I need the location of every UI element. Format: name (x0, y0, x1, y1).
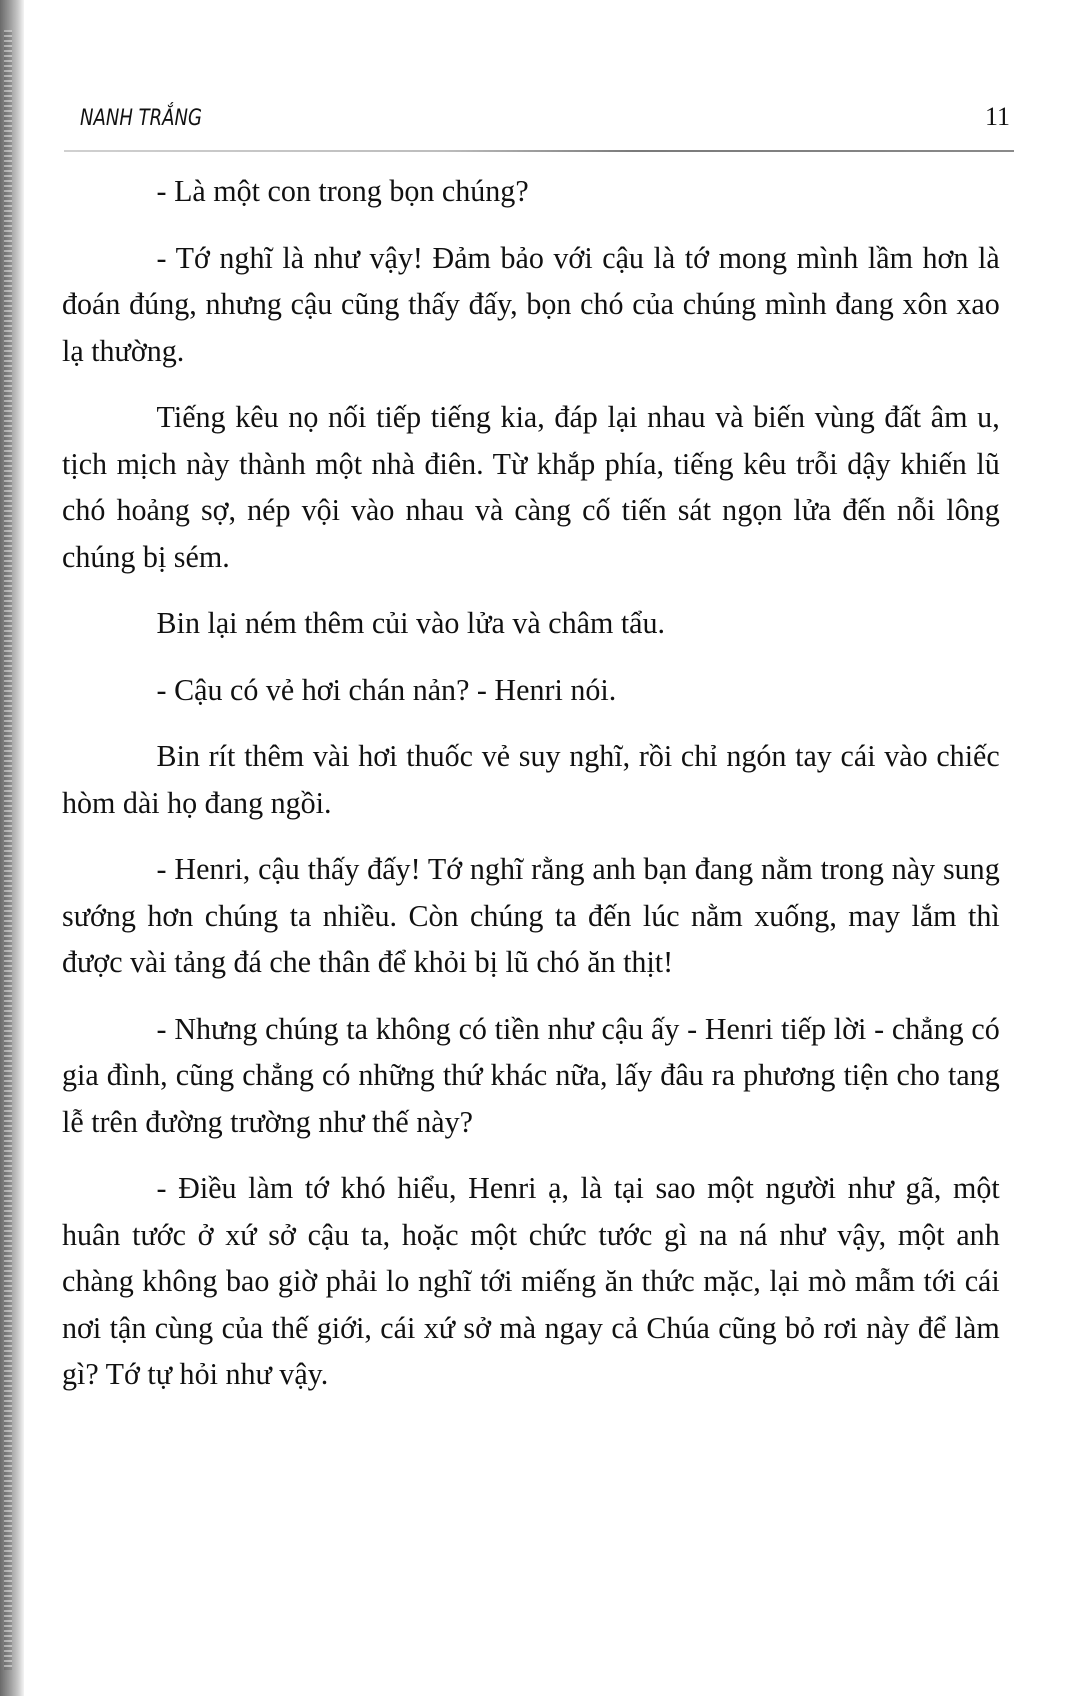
paragraph: - Cậu có vẻ hơi chán nản? - Henri nói. (156, 672, 617, 707)
book-spine-shadow (0, 0, 24, 1696)
paragraph: Bin lại ném thêm củi vào lửa và châm tẩu. (156, 606, 666, 640)
paragraph: - Tớ nghĩ là như vậy! Đảm bảo với cậu là tớ mong mình lầm hơn là đoán đúng, nhưng cậu cũng thấy đấy, bọn chó của chúng mình đang xôn xao lạ thường. (62, 240, 1000, 368)
paragraph: - Henri, cậu thấy đấy! Tớ nghĩ rằng anh bạn đang nằm trong này sung sướng hơn chúng ta nhiều. Còn chúng ta đến lúc nằm xuống, may lắm thì được vài tảng đá che thân để khỏi bị lũ chó ăn thịt! (62, 852, 1000, 979)
paragraph: Bin rít thêm vài hơi thuốc vẻ suy nghĩ, rồi chỉ ngón tay cái vào chiếc hòm dài họ đang ngồi. (62, 739, 1000, 820)
paragraph: - Nhưng chúng ta không có tiền như cậu ấy - Henri tiếp lời - chẳng có gia đình, cũng chẳng có những thứ khác nữa, lấy đâu ra phương tiện cho tang lễ trên đường trường như thế này? (62, 1011, 1000, 1139)
header-rule (64, 150, 1014, 152)
page-number: 11 (984, 102, 1010, 131)
paragraph: - Là một con trong bọn chúng? (156, 174, 529, 208)
page-body (62, 168, 1000, 1418)
paragraph: - Điều làm tớ khó hiểu, Henri ạ, là tại sao một người như gã, một huân tước ở xứ sở cậu ta, hoặc một chức tước gì na ná như vậy, một anh chàng không bao giờ phải lo nghĩ tới miếng ăn thức mặc, lại mò mẫm tới cái nơi tận cùng của thế giới, cái xứ sở mà ngay cả Chúa cũng bỏ rơi này để làm gì? Tớ tự hỏi như vậy. (62, 1171, 1000, 1391)
page-header (80, 100, 1010, 140)
paragraph: Tiếng kêu nọ nối tiếp tiếng kia, đáp lại nhau và biến vùng đất âm u, tịch mịch này thành một nhà điên. Từ khắp phía, tiếng kêu trỗi dậy khiến lũ chó hoảng sợ, nép vội vào nhau và càng cố tiến sát ngọn lửa đến nỗi lông chúng bị sém. (62, 400, 1000, 574)
running-title: NANH TRẮNG (80, 106, 203, 131)
